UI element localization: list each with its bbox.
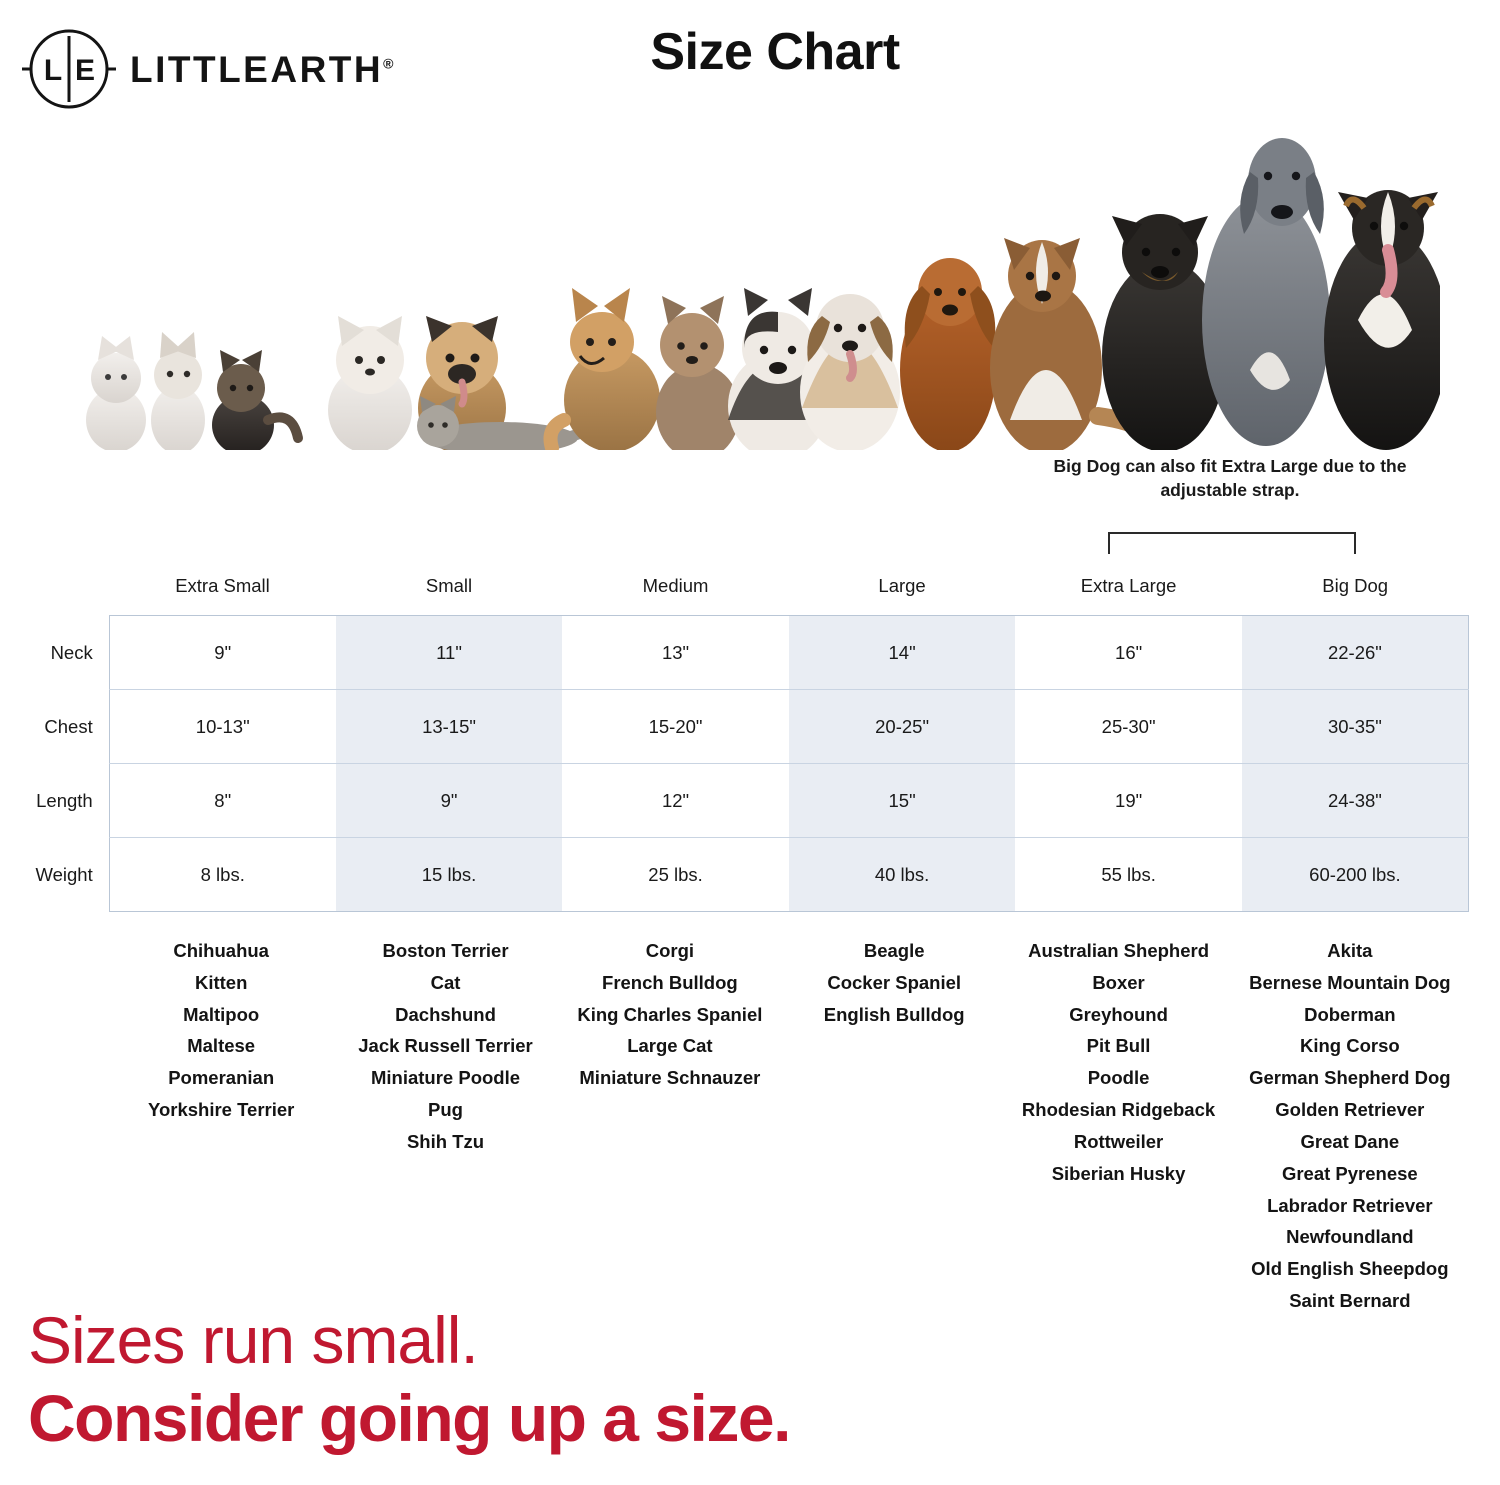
column-header-big-dog: Big Dog (1322, 575, 1389, 596)
animal-row-graphic (60, 120, 1440, 450)
breed-item: Chihuahua (173, 940, 269, 961)
cell-chest-big-dog: 30-35" (1242, 690, 1469, 764)
breed-list-extra-large (1006, 935, 1230, 1317)
big-dog-bracket-icon (1108, 532, 1356, 554)
breed-item: Saint Bernard (1289, 1289, 1411, 1311)
breed-lists (109, 935, 1469, 1317)
page-title: Size Chart (650, 23, 900, 81)
breed-item: Australian Shepherd (1028, 940, 1210, 961)
breed-item: Kitten (194, 971, 248, 993)
cell-neck-extra-small: 9" (109, 616, 336, 690)
size-chart-table (14, 565, 1469, 912)
cell-neck-big-dog: 22-26" (1242, 616, 1469, 690)
breed-item: Miniature Poodle (370, 1067, 521, 1089)
breed-item: Poodle (1087, 1067, 1150, 1089)
cell-weight-extra-large: 55 lbs. (1015, 838, 1242, 912)
row-label-chest: Chest (44, 715, 93, 737)
breed-item: Shih Tzu (406, 1130, 485, 1152)
svg-text:E: E (74, 54, 96, 87)
breed-item: Great Dane (1300, 1130, 1400, 1152)
breed-item: Bernese Mountain Dog (1249, 971, 1451, 993)
cell-chest-extra-small: 10-13" (109, 690, 336, 764)
breed-item: Pit Bull (1086, 1035, 1151, 1057)
breed-item: Labrador Retriever (1267, 1194, 1433, 1216)
breed-list-big-dog (1231, 935, 1469, 1317)
sizing-callout (28, 1302, 790, 1457)
brand-wordmark-text: LITTLEARTH (130, 49, 384, 90)
breed-item: Maltese (187, 1035, 256, 1057)
cell-length-extra-small: 8" (109, 764, 336, 838)
page-header (0, 0, 1500, 120)
table-row (14, 838, 1469, 912)
size-table-zone (0, 565, 1500, 912)
breed-item: Rottweiler (1073, 1130, 1164, 1152)
callout-line-1: Sizes run small. (28, 1302, 478, 1377)
breed-item: Cocker Spaniel (827, 971, 962, 993)
registered-mark: ® (383, 55, 394, 72)
cell-length-extra-large: 19" (1015, 764, 1242, 838)
breed-item: Newfoundland (1286, 1226, 1414, 1248)
cell-chest-medium: 15-20" (562, 690, 789, 764)
callout-line-2: Consider going up a size. (28, 1381, 790, 1456)
column-header-extra-small: Extra Small (175, 575, 270, 596)
breed-item: Pug (428, 1099, 463, 1121)
breed-list-large (782, 935, 1006, 1317)
table-corner (14, 565, 109, 616)
breed-item: Corgi (645, 940, 695, 961)
cell-chest-large: 20-25" (789, 690, 1016, 764)
breed-item: Golden Retriever (1275, 1099, 1425, 1121)
breed-item: Boston Terrier (382, 940, 509, 961)
breed-item: Greyhound (1069, 1003, 1168, 1025)
cell-weight-extra-small: 8 lbs. (109, 838, 336, 912)
breed-item: King Corso (1299, 1035, 1400, 1057)
cell-length-large: 15" (789, 764, 1016, 838)
cell-neck-small: 11" (336, 616, 563, 690)
breed-item: Cat (430, 971, 461, 993)
cell-weight-medium: 25 lbs. (562, 838, 789, 912)
cell-length-big-dog: 24-38" (1242, 764, 1469, 838)
cell-weight-large: 40 lbs. (789, 838, 1016, 912)
row-label-neck: Neck (50, 641, 93, 663)
column-header-large: Large (878, 575, 926, 596)
breed-item: Jack Russell Terrier (358, 1035, 533, 1057)
breed-item: Pomeranian (168, 1067, 275, 1089)
column-header-small: Small (425, 575, 473, 596)
table-header-row (14, 565, 1469, 616)
cell-weight-small: 15 lbs. (336, 838, 563, 912)
breed-item: Maltipoo (183, 1003, 260, 1025)
breed-item: German Shepherd Dog (1249, 1067, 1451, 1089)
breed-item: King Charles Spaniel (577, 1003, 763, 1025)
breed-item: Siberian Husky (1051, 1162, 1186, 1184)
table-row (14, 764, 1469, 838)
cell-length-small: 9" (336, 764, 563, 838)
breed-item: Doberman (1304, 1003, 1396, 1025)
table-row (14, 616, 1469, 690)
cell-chest-small: 13-15" (336, 690, 563, 764)
breed-item: Old English Sheepdog (1251, 1258, 1449, 1280)
animal-size-illustration (60, 120, 1440, 450)
row-label-length: Length (36, 789, 93, 811)
big-dog-note: Big Dog can also fit Extra Large due to the adjustable strap. (1053, 456, 1407, 500)
breed-item: Yorkshire Terrier (147, 1099, 295, 1121)
breed-item: Large Cat (627, 1035, 713, 1057)
breed-item: Boxer (1092, 971, 1145, 993)
column-header-medium: Medium (642, 575, 709, 596)
breed-item: French Bulldog (602, 971, 738, 993)
breed-item: Great Pyrenese (1281, 1162, 1418, 1184)
table-row (14, 690, 1469, 764)
cell-weight-big-dog: 60-200 lbs. (1242, 838, 1469, 912)
cell-length-medium: 12" (562, 764, 789, 838)
breed-item: Miniature Schnauzer (579, 1067, 761, 1089)
breed-item: Akita (1327, 940, 1373, 961)
breed-item: Beagle (863, 940, 925, 961)
row-label-weight: Weight (35, 863, 93, 885)
column-header-extra-large: Extra Large (1080, 575, 1177, 596)
cell-neck-large: 14" (789, 616, 1016, 690)
breed-list-medium (558, 935, 782, 1317)
cell-neck-extra-large: 16" (1015, 616, 1242, 690)
breed-list-small (333, 935, 557, 1317)
cell-neck-medium: 13" (562, 616, 789, 690)
breed-item: Rhodesian Ridgeback (1021, 1099, 1216, 1121)
svg-text:L: L (43, 54, 63, 87)
breed-item: Dachshund (395, 1003, 496, 1025)
breed-list-extra-small (109, 935, 333, 1317)
cell-chest-extra-large: 25-30" (1015, 690, 1242, 764)
breed-item: English Bulldog (823, 1003, 965, 1025)
